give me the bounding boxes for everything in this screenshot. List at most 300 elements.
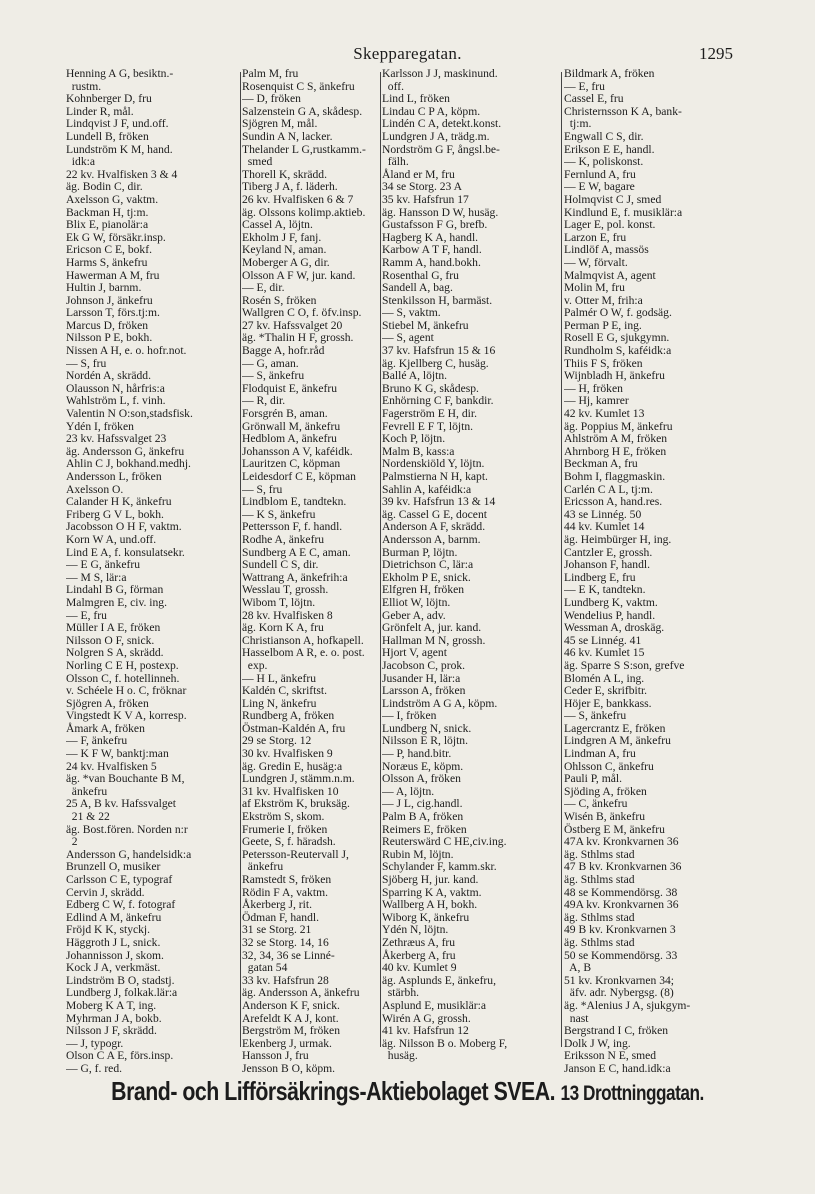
directory-entry: Moberger A G, dir. [242,255,330,269]
directory-entry: äg. Olssons kolimp.aktieb. [242,205,366,219]
directory-entry: Vingstedt K V A, korresp. [66,709,187,723]
directory-entry: Hagberg K A, handl. [382,230,479,244]
directory-entry: äg. Sparre S S:son, grefve [564,658,685,672]
directory-entry: Flodquist E, änkefru [242,381,337,395]
directory-entry: v. Schéele H o. C, fröknar [66,684,187,698]
directory-entry: 35 kv. Hafsfrun 17 [382,192,469,206]
directory-entry: — E K, tandtekn. [564,583,646,597]
page-number: 1295 [699,44,733,63]
directory-entry: Lauritzen C, köpman [242,457,341,471]
directory-entry: Asplund E, musiklär:a [382,998,487,1012]
directory-entry: Jacobson C, prok. [382,658,466,672]
directory-entry: Sahlin A, kaféidk:a [382,482,472,496]
directory-entry: Lager E, pol. konst. [564,218,656,232]
directory-entry: Lindau C P A, köpm. [382,104,481,118]
directory-entry: A, B [564,961,592,975]
directory-entry: Calander H K, änkefru [66,495,172,509]
directory-entry: äg. Bost.fören. Norden n:r [66,822,188,836]
column-divider [380,72,381,1047]
directory-entry: Nilsson E R, löjtn. [382,734,468,748]
directory-entry: off. [382,79,405,93]
directory-entry: — I, fröken [382,709,437,723]
directory-entry: Lundberg N, snick. [382,721,472,735]
directory-entry: — E, fru [564,79,605,93]
directory-entry: Sandell A, bag. [382,281,453,295]
directory-entry: Nolgren S A, skrädd. [66,646,164,660]
directory-entry: Backman H, tj:m. [66,205,149,219]
directory-entry: Marcus D, fröken [66,318,149,332]
directory-entry: 39 kv. Hafsfrun 13 & 14 [382,495,496,509]
directory-entry: 51 kv. Kronkvarnen 34; [564,973,675,987]
directory-entry: Wijnbladh H, änkefru [564,369,665,383]
directory-entry: 40 kv. Kumlet 9 [382,961,457,975]
directory-entry: Wiborg K, änkefru [382,910,470,924]
directory-entry: äg. Nilsson B o. Moberg F, [382,1036,508,1050]
directory-entry: Korn W A, und.off. [66,532,157,546]
directory-entry: Rundberg A, fröken [242,709,335,723]
directory-entry: Palmér O W, f. godsäg. [564,306,672,320]
directory-entry: Wahlström L, f. vinh. [66,394,166,408]
directory-entry: Brunzell O, musiker [66,860,161,874]
footer-company: Brand- och Lifförsäkrings-Aktiebolaget SVEA. [111,1076,556,1106]
directory-entry: Fevrell E F T, löjtn. [382,419,474,433]
directory-entry: Olsson C, f. hotellinneh. [66,671,180,685]
directory-entry: Ceder E, skrifbitr. [564,684,648,698]
directory-entry: Petersson-Reutervall J, [242,847,349,861]
directory-entry: Grönwall M, änkefru [242,419,341,433]
directory-entry: 28 kv. Hvalfisken 8 [242,608,333,622]
column-3 [382,68,562,1063]
directory-entry: rustm. [66,79,102,93]
directory-entry: Blomén A L, ing. [564,671,645,685]
directory-entry: Nissen A H, e. o. hofr.not. [66,344,187,358]
directory-entry: 42 kv. Kumlet 13 [564,407,645,421]
directory-entry: — Hj, kamrer [564,394,629,408]
directory-entry: Lindman A, fru [564,747,636,761]
directory-entry: Thorell K, skrädd. [242,167,328,181]
directory-entry: 25 A, B kv. Hafssvalget [66,797,177,811]
directory-entry: 29 se Storg. 12 [242,734,312,748]
directory-entry: — F, änkefru [66,734,128,748]
directory-entry: Nordström G F, ångsl.be- [382,142,500,156]
directory-entry: Frumerie I, fröken [242,822,328,836]
directory-entry: Engwall C S, dir. [564,129,644,143]
directory-entry: Östman-Kaldén A, fru [242,721,346,735]
directory-entry: äg. Hansson D W, husäg. [382,205,499,219]
directory-entry: v. Otter M, frih:a [564,293,643,307]
directory-entry: — J L, cig.handl. [382,797,463,811]
directory-entry: Jensson B O, köpm. [242,1061,336,1075]
directory-entry: Edlind A M, änkefru [66,910,162,924]
directory-entry: Ericson C E, bokf. [66,243,152,257]
directory-entry: Moberg K A T, ing. [66,998,157,1012]
directory-entry: Malmgren E, civ. ing. [66,595,167,609]
directory-entry: 48 se Kommendörsg. 38 [564,885,678,899]
directory-entry: Andersson G, handelsidk:a [66,847,192,861]
page-title: Skepparegatan. [353,44,462,63]
directory-entry: Ydén N, löjtn. [382,923,449,937]
directory-entry: Friberg G V L, bokh. [66,507,164,521]
directory-entry: Lind L, fröken [382,92,450,106]
directory-entry: 22 kv. Hvalfisken 3 & 4 [66,167,178,181]
directory-entry: Kindlund E, f. musiklär:a [564,205,683,219]
directory-entry: stärbh. [382,986,420,1000]
directory-entry: Kohnberger D, fru [66,92,152,106]
directory-entry: Bagge A, hofr.råd [242,344,325,358]
directory-entry: Ahrnborg H E, fröken [564,444,667,458]
directory-entry: Lindström B O, stadstj. [66,973,175,987]
directory-entry: Lindén C A, detekt.konst. [382,117,502,131]
directory-entry: Ekholm P E, snick. [382,570,471,584]
directory-entry: 43 se Linnég. 50 [564,507,642,521]
directory-entry: Harms S, änkefru [66,255,148,269]
directory-entry: äg. Bodin C, dir. [66,180,143,194]
directory-entry: Lundberg J, folkak.lär:a [66,986,178,1000]
directory-entry: Fagerström E H, dir. [382,407,477,421]
directory-entry: äg. Heimbürger H, ing. [564,532,672,546]
directory-entry: Ekström S, skom. [242,810,325,824]
directory-entry: Burman P, löjtn. [382,545,458,559]
directory-entry: Gustafsson F G, brefb. [382,218,488,232]
directory-entry: Leidesdorf C E, köpman [242,470,356,483]
directory-entry: Geete, S, f. häradsh. [242,835,336,849]
directory-entry: Nilsson J F, skrädd. [66,1024,157,1038]
directory-entry: Åkerberg J, rit. [242,898,312,912]
directory-entry: Wesslau T, grossh. [242,583,329,597]
directory-entry: — K F W, banktj:man [66,747,169,761]
directory-entry: 21 & 22 [66,810,110,824]
directory-entry: Karlsson J J, maskinund. [382,68,498,80]
directory-entry: Tiberg J A, f. läderh. [242,180,338,194]
directory-entry: Wessman A, droskäg. [564,621,665,635]
directory-entry: Cervin J, skrädd. [66,885,145,899]
directory-entry: Ydén I, fröken [66,419,134,433]
directory-entry: 33 kv. Hafsfrun 28 [242,973,329,987]
directory-entry: Christianson A, hofkapell. [242,633,364,647]
directory-entry: 47 B kv. Kronkvarnen 36 [564,860,682,874]
directory-entry: Olsson A F W, jur. kand. [242,268,356,282]
directory-entry: Arefeldt K A J, kont. [242,1011,339,1025]
directory-entry: Pauli P, mål. [564,772,622,786]
directory-entry: fälh. [382,155,409,169]
directory-entry: — G, aman. [242,356,299,370]
directory-entry: Olson C A E, förs.insp. [66,1049,174,1063]
directory-entry: Rosell E G, sjukgymn. [564,331,670,345]
directory-entry: Rosén S, fröken [242,293,317,307]
directory-entry: Sundberg A E C, aman. [242,545,351,559]
directory-entry: 46 kv. Kumlet 15 [564,646,645,660]
directory-entry: smed [242,155,273,169]
directory-entry: Hasselbom A R, e. o. post. [242,646,365,660]
directory-entry: — R, dir. [242,394,286,408]
column-4 [564,68,772,1076]
directory-entry: äg. *Alenius J A, sjukgym- [564,998,691,1012]
directory-entry: Pettersson F, f. handl. [242,520,343,534]
directory-entry: Palmstierna N H, kapt. [382,470,488,483]
column-1 [66,68,242,1076]
directory-entry: Kock J A, verkmäst. [66,961,161,975]
directory-entry: Ahlin C J, bokhand.medhj. [66,457,191,471]
directory-entry: Ödman F, handl. [242,910,320,924]
directory-entry: Valentin N O:son,stadsfisk. [66,407,193,421]
directory-entry: Lindgren A M, änkefru [564,734,671,748]
directory-entry: Lindberg E, fru [564,570,636,584]
directory-entry: husäg. [382,1049,418,1063]
directory-entry: Ericsson A, hand.res. [564,495,663,509]
directory-entry: Åmark A, fröken [66,721,145,735]
directory-entry: Hansson J, fru [242,1049,309,1063]
directory-entry: Rödin F A, vaktm. [242,885,328,899]
footer-address: 13 Drottninggatan. [560,1082,704,1105]
directory-entry: Östberg E M, änkefru [564,822,665,836]
directory-entry: — J, typogr. [66,1036,124,1050]
directory-entry: Janson E C, hand.idk:a [564,1061,671,1075]
directory-entry: — G, f. red. [66,1061,123,1075]
directory-entry: äg. Andersson G, änkefru [66,444,185,458]
directory-entry: Olsson A, fröken [382,772,461,786]
directory-entry: Palm B A, fröken [382,810,464,824]
directory-entry: Rundholm S, kaféidk:a [564,344,672,358]
directory-entry: — W, förvalt. [564,255,628,269]
directory-entry: änkefru [242,860,284,874]
directory-entry: Blix E, pianolär:a [66,218,149,232]
directory-entry: Elfgren H, fröken [382,583,465,597]
directory-entry: Lundberg K, vaktm. [564,595,658,609]
directory-entry: Sjöding A, fröken [564,784,647,798]
directory-entry: 27 kv. Hafssvalget 20 [242,318,343,332]
directory-entry: äg. Korn K A, fru [242,621,324,635]
directory-entry: Lagercrantz E, fröken [564,721,666,735]
directory-entry: — P, hand.bitr. [382,747,452,761]
directory-entry: Edberg C W, f. fotograf [66,898,176,912]
directory-entry: Sjögren A, fröken [66,696,149,710]
directory-entry: Lind E A, f. konsulatsekr. [66,545,185,559]
column-2 [242,68,380,1076]
directory-entry: äg. Gredin E, husäg:a [242,759,343,773]
directory-entry: äg. Asplunds E, änkefru, [382,973,496,987]
directory-entry: 37 kv. Hafsfrun 15 & 16 [382,344,496,358]
directory-entry: Höjer E, bankkass. [564,696,652,710]
directory-entry: Noræus E, köpm. [382,759,464,773]
directory-entry: Keyland N, aman. [242,243,327,257]
directory-entry: Lindqvist J F, und.off. [66,117,169,131]
directory-entry: — A, löjtn. [382,784,435,798]
directory-entry: Wibom T, löjtn. [242,595,316,609]
directory-entry: 26 kv. Hvalfisken 6 & 7 [242,192,354,206]
directory-entry: 41 kv. Hafsfrun 12 [382,1024,469,1038]
directory-entry: 45 se Linnég. 41 [564,633,642,647]
directory-entry: Larsson A, fröken [382,684,466,698]
directory-entry: Koch P, löjtn. [382,432,446,446]
directory-entry: Rubin M, löjtn. [382,847,454,861]
directory-entry: — K S, änkefru [242,507,316,521]
directory-entry: Ahlström A M, fröken [564,432,668,446]
directory-entry: — K, poliskonst. [564,155,644,169]
directory-entry: Elliot W, löjtn. [382,595,451,609]
directory-entry: Fernlund A, fru [564,167,636,181]
directory-entry: Nordén A, skrädd. [66,369,152,383]
directory-entry: af Ekström K, bruksäg. [242,797,350,811]
directory-entry: Rosenquist C S, änkefru [242,79,355,93]
directory-entry: Cantzler E, grossh. [564,545,653,559]
directory-entry: 47A kv. Kronkvarnen 36 [564,835,679,849]
directory-entry: äg. Sthlms stad [564,910,635,924]
directory-entry: Thiis F S, fröken [564,356,643,370]
directory-entry: 49A kv. Kronkvarnen 36 [564,898,679,912]
directory-entry: Bergström M, fröken [242,1024,340,1038]
directory-entry: Dietrichson C, lär:a [382,558,474,572]
directory-entry: — S, vaktm. [382,306,441,320]
directory-entry: Bergstrand I C, fröken [564,1024,669,1038]
directory-entry: Axelsson G, vaktm. [66,192,159,206]
directory-entry: Olausson N, hårfris:a [66,381,165,395]
directory-entry: — S, agent [382,331,434,345]
directory-entry: — E G, änkefru [66,558,141,572]
directory-entry: Linder R, mål. [66,104,134,118]
directory-entry: änkefru [66,784,108,798]
directory-entry: Hultin J, barnm. [66,281,142,295]
directory-entry: Ramm A, hand.bokh. [382,255,481,269]
directory-entry: — S, fru [242,482,283,496]
directory-entry: Wendelius P, handl. [564,608,656,622]
directory-entry: Thelander L G,rustkamm.- [242,142,366,156]
directory-entry: 2 [66,835,78,849]
directory-entry: Anderson A F, skrädd. [382,520,486,534]
directory-entry: Johannisson J, skom. [66,948,164,962]
directory-entry: Johanson F, handl. [564,558,651,572]
footer-advertisement [73,1076,741,1107]
column-divider [561,72,562,1047]
directory-entry: Hedblom A, änkefru [242,432,337,446]
directory-entry: 34 se Storg. 23 A [382,180,462,194]
directory-entry: — S, fru [66,356,107,370]
directory-entry: 32 se Storg. 14, 16 [242,935,329,949]
directory-entry: Anderson K F, snick. [242,998,340,1012]
directory-entry: Lundström K M, hand. [66,142,173,156]
directory-entry: Nilsson O F, snick. [66,633,155,647]
directory-entry: Nordenskiöld Y, löjtn. [382,457,485,471]
directory-entry: Karbow A T F, handl. [382,243,482,257]
column-divider [240,72,241,1047]
directory-entry: Axelsson O. [66,482,124,496]
directory-entry: Ek G W, försäkr.insp. [66,230,166,244]
directory-entry: Häggroth J L, snick. [66,935,161,949]
directory-entry: Cassel A, löjtn. [242,218,313,232]
directory-entry: äg. Sthlms stad [564,935,635,949]
directory-entry: 30 kv. Hvalfisken 9 [242,747,333,761]
directory-entry: äg. Andersson A, änkefru [242,986,360,1000]
directory-entry: Eriksson N E, smed [564,1049,657,1063]
directory-entry: — M S, lär:a [66,570,127,584]
directory-entry: — H, fröken [564,381,623,395]
directory-entry: — S, änkefru [564,709,627,723]
directory-entry: Lundell B, fröken [66,129,149,143]
directory-entry: Bruno K G, skådesp. [382,381,479,395]
directory-entry: Palm M, fru [242,68,299,80]
directory-entry: äg. Sthlms stad [564,847,635,861]
directory-entry: Bildmark A, fröken [564,68,655,80]
directory-entry: Lundgren J A, trädg.m. [382,129,490,143]
directory-entry: Lindström A G A, köpm. [382,696,498,710]
directory-entry: nast [564,1011,589,1025]
directory-entry: Jusander H, lär:a [382,671,461,685]
directory-entry: Bohm I, flaggmaskin. [564,470,666,483]
directory-entry: — E W, bagare [564,180,635,194]
directory-entry: Sjögren M, mål. [242,117,318,131]
directory-entry: Henning A G, besiktn.- [66,68,174,80]
directory-entry: Malmqvist A, agent [564,268,656,282]
directory-entry: Rosenthal G, fru [382,268,459,282]
directory-entry: Erikson E E, handl. [564,142,655,156]
directory-entry: Cassel E, fru [564,92,624,106]
directory-entry: idk:a [66,155,95,169]
directory-entry: Ohlsson C, änkefru [564,759,654,773]
directory-entry: Dolk J W, ing. [564,1036,631,1050]
directory-entry: Norling C E H, postexp. [66,658,179,672]
directory-entry: Stiebel M, änkefru [382,318,469,332]
directory-entry: Sjöberg H, jur. kand. [382,873,479,886]
directory-entry: Ramstedt S, fröken [242,873,332,886]
directory-entry: exp. [242,658,268,672]
directory-entry: Ling N, änkefru [242,696,317,710]
directory-entry: Carlén C A L, tj:m. [564,482,653,496]
directory-entry: äg. Sthlms stad [564,873,635,886]
directory-entry: Nilsson P E, bokh. [66,331,153,345]
directory-entry: 50 se Kommendörsg. 33 [564,948,678,962]
directory-entry: Andersson L, fröken [66,470,162,483]
directory-entry: tj:m. [564,117,592,131]
directory-entry: Larsson T, förs.tj:m. [66,306,160,320]
directory-entry: Wallgren C O, f. öfv.insp. [242,306,362,320]
directory-entry: Jacobsson O H F, vaktm. [66,520,182,534]
directory-entry: — D, fröken [242,92,301,106]
directory-entry: 32, 34, 36 se Linné- [242,948,335,962]
directory-entry: Grönfelt A, jur. kand. [382,621,482,635]
directory-entry: Wirén A G, grossh. [382,1011,471,1025]
directory-entry: äg. *van Bouchante B M, [66,772,185,786]
directory-entry: Lindblom E, tandtekn. [242,495,347,509]
directory-entry: Johnson J, änkefru [66,293,153,307]
directory-entry: Wisén B, änkefru [564,810,645,824]
directory-entry: Rodhe A, änkefru [242,532,325,546]
directory-entry: Sparring K A, vaktm. [382,885,482,899]
directory-entry: Salzenstein G A, skådesp. [242,104,363,118]
directory-entry: Carlsson C E, typograf [66,873,173,886]
directory-entry: Fröjd K K, styckj. [66,923,151,937]
directory-entry: Wattrang A, änkefrih:a [242,570,348,584]
directory-entry: äg. Cassel G E, docent [382,507,487,521]
directory-entry: äfv. adr. Nybergsg. (8) [564,986,674,1000]
directory-entry: Wallberg A H, bokh. [382,898,478,912]
directory-entry: 31 kv. Hvalfisken 10 [242,784,339,798]
directory-entry: Myhrman J A, bokb. [66,1011,162,1025]
directory-entry: Stenkilsson H, barmäst. [382,293,493,307]
directory-entry: Ballé A, löjtn. [382,369,448,383]
directory-entry: Hawerman A M, fru [66,268,160,282]
directory-entry: äg. Poppius M, änkefru [564,419,673,433]
directory-entry: Schylander F, kamm.skr. [382,860,497,874]
directory-entry: Ekholm J F, fanj. [242,230,322,244]
directory-entry: Lindahl B G, förman [66,583,164,597]
directory-entry: Larzon E, fru [564,230,627,244]
directory-entry: 23 kv. Hafssvalget 23 [66,432,167,446]
directory-entry: 31 se Storg. 21 [242,923,312,937]
directory-entry: Malm B, kass:a [382,444,455,458]
directory-entry: — H L, änkefru [242,671,317,685]
directory-entry: gatan 54 [242,961,288,975]
directory-entry: Beckman A, fru [564,457,638,471]
directory-entry: Geber A, adv. [382,608,446,622]
